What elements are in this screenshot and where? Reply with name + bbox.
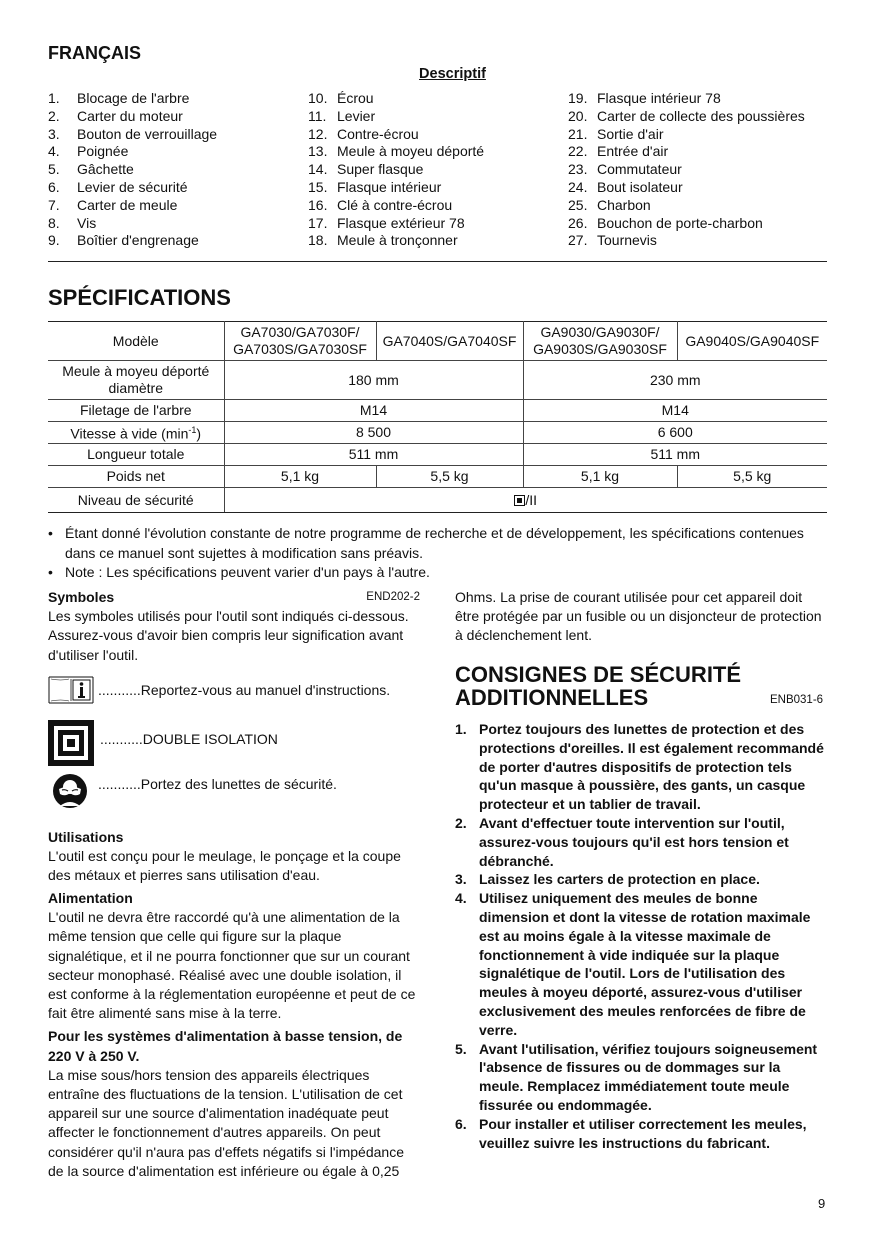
descriptif-title: Descriptif	[419, 66, 486, 82]
item-number: 13.	[308, 143, 328, 160]
safety-level-label: Niveau de sécurité	[48, 488, 224, 513]
symbol-row-glasses	[48, 772, 337, 810]
safety-title	[455, 663, 741, 709]
list-item	[48, 90, 217, 108]
item-text: Clé à contre-écrou	[337, 196, 453, 213]
table-row	[48, 400, 827, 422]
list-item	[48, 215, 217, 233]
safety-code: ENB031-6	[770, 694, 824, 706]
safety-level-text: /II	[525, 491, 538, 508]
list-item	[455, 889, 827, 1039]
item-number: 11.	[308, 107, 327, 124]
length-a: 511 mm	[224, 444, 523, 466]
item-number: 6.	[455, 1115, 467, 1132]
thread-b: M14	[523, 400, 827, 422]
model-label: Modèle	[48, 322, 224, 361]
item-number: 2.	[48, 107, 60, 124]
speed-label-sup: -1	[188, 425, 197, 436]
thread-label: Filetage de l'arbre	[48, 400, 224, 422]
specifications-table	[48, 321, 827, 513]
length-label: Longueur totale	[48, 444, 224, 466]
item-number: 16.	[308, 196, 328, 213]
item-number: 14.	[308, 161, 328, 178]
item-number: 17.	[308, 214, 328, 231]
descriptif-column-2	[308, 90, 484, 250]
list-item	[48, 161, 217, 179]
safety-level-value	[224, 488, 827, 513]
model-3: GA9030/GA9030F/ GA9030S/GA9030SF	[523, 322, 677, 361]
item-text: Avant l'utilisation, vérifiez toujours soigneusement l'absence de fissures ou de dommages sur la meule. Remplacez immédiatement toute meule fissurée ou endommagée.	[479, 1040, 818, 1113]
symbol-row-double-insulation	[48, 720, 278, 766]
double-insulation-icon	[514, 495, 525, 506]
item-number: 5.	[48, 161, 60, 178]
list-item	[568, 143, 805, 161]
list-item	[48, 197, 217, 215]
usage-section	[48, 828, 420, 886]
item-text: Gâchette	[77, 161, 134, 178]
weight-2: 5,5 kg	[376, 466, 523, 488]
list-item: • Étant donné l'évolution constante de notre programme de recherche et de développement, les spécifications contenues dans ce manuel sont sujettes à modification sans préavis.	[48, 524, 827, 563]
list-item	[48, 179, 217, 197]
safety-title-line-2: ADDITIONNELLES	[455, 685, 649, 710]
descriptif-column-3	[568, 90, 805, 250]
model-4: GA9040S/GA9040SF	[677, 322, 827, 361]
read-manual-icon	[48, 676, 94, 704]
item-text: Flasque extérieur 78	[337, 214, 465, 231]
item-text: Vis	[77, 214, 97, 231]
item-number: 10.	[308, 90, 328, 106]
item-number: 15.	[308, 178, 328, 195]
symbols-code: END202-2	[366, 591, 420, 603]
language-heading: FRANÇAIS	[48, 43, 141, 63]
item-number: 25.	[568, 196, 588, 213]
item-text: Utilisez uniquement des meules de bonne dimension et dont la vitesse de rotation maximale est au moins égale à la vitesse maximale de fonctionnement à vide indiquée sur la plaque signalétique de l'outil. Lors de l'utilisation des meules à moyeu déporté, assurez-vous d'utiliser exclusivement des meules renforcées de fibre de verre.	[479, 890, 811, 1038]
item-text: Bout isolateur	[597, 178, 683, 195]
list-item	[48, 126, 217, 144]
list-item	[455, 720, 827, 814]
speed-label-text: Vitesse à vide (min	[70, 425, 189, 442]
table-row	[48, 488, 827, 513]
item-text: Super flasque	[337, 161, 424, 178]
list-item	[308, 232, 484, 250]
list-item	[48, 143, 217, 161]
speed-label-close: )	[196, 425, 202, 442]
symbols-intro: Les symboles utilisés pour l'outil sont indiqués ci-dessous. Assurez-vous d'avoir bien compris leur signification avant d'utiliser l'outil.	[48, 608, 409, 663]
item-text: Bouchon de porte-charbon	[597, 214, 763, 231]
item-text: Pour installer et utiliser correctement les meules, veuillez suivre les instructions du fabricant.	[479, 1115, 807, 1151]
wheel-diameter-label: Meule à moyeu déporté diamètre	[48, 361, 224, 400]
speed-label	[48, 422, 224, 444]
safety-glasses-icon	[48, 772, 90, 810]
item-text: Avant d'effectuer toute intervention sur l'outil, assurez-vous toujours qu'il est hors tension et débranché.	[479, 814, 789, 869]
list-item	[308, 143, 484, 161]
item-text: Laissez les carters de protection en place.	[479, 871, 760, 888]
power-text: L'outil ne devra être raccordé qu'à une alimentation de la même tension que celle qui figure sur la plaque signalétique, et il ne pourra fonctionner que sur un courant secteur monophasé. Réalisé avec une double isolation, il est conforme à la réglementation européenne et peut de ce fait être alimenté sans mise à la terre.	[48, 909, 416, 1022]
item-number: 1.	[48, 90, 60, 106]
wheel-diameter-a: 180 mm	[224, 361, 523, 400]
table-row	[48, 444, 827, 466]
list-item	[568, 197, 805, 215]
symbols-section	[48, 588, 420, 665]
speed-b: 6 600	[523, 422, 827, 444]
list-item	[308, 108, 484, 126]
item-number: 24.	[568, 178, 588, 195]
list-item	[568, 161, 805, 179]
item-text: Tournevis	[597, 232, 657, 249]
wheel-diameter-b: 230 mm	[523, 361, 827, 400]
table-row	[48, 361, 827, 400]
item-number: 8.	[48, 214, 60, 231]
double-insulation-icon	[48, 720, 94, 766]
item-number: 19.	[568, 90, 588, 106]
item-text: Sortie d'air	[597, 125, 664, 142]
item-text: Bouton de verrouillage	[77, 125, 218, 142]
list-item	[568, 126, 805, 144]
list-item	[308, 215, 484, 233]
item-text: Levier de sécurité	[77, 178, 188, 195]
length-b: 511 mm	[523, 444, 827, 466]
page-number: 9	[818, 1196, 826, 1211]
item-number: 21.	[568, 125, 588, 142]
list-item: • Note : Les spécifications peuvent varier d'un pays à l'autre.	[48, 563, 827, 583]
list-item	[568, 215, 805, 233]
table-row	[48, 466, 827, 488]
item-number: 3.	[455, 871, 467, 888]
weight-1: 5,1 kg	[224, 466, 376, 488]
item-number: 12.	[308, 125, 328, 142]
list-item	[48, 108, 217, 126]
item-text: Carter du moteur	[77, 107, 183, 124]
symbols-title: Symboles	[48, 589, 115, 605]
list-item	[455, 870, 827, 889]
list-item	[455, 814, 827, 870]
item-number: 20.	[568, 107, 588, 124]
item-text: Contre-écrou	[337, 125, 419, 142]
item-number: 18.	[308, 232, 328, 249]
list-item	[455, 1115, 827, 1153]
symbol-manual-text: ...........Reportez-vous au manuel d'instructions.	[98, 682, 391, 698]
low-voltage-title: Pour les systèmes d'alimentation à basse tension, de 220 V à 250 V.	[48, 1028, 403, 1064]
item-number: 9.	[48, 232, 60, 249]
symbol-row-manual	[48, 676, 390, 704]
list-item	[308, 197, 484, 215]
item-text: Écrou	[337, 90, 374, 106]
item-text: Flasque intérieur	[337, 178, 442, 195]
table-row	[48, 422, 827, 444]
item-text: Meule à moyeu déporté	[337, 143, 485, 160]
weight-4: 5,5 kg	[677, 466, 827, 488]
item-text: Charbon	[597, 196, 651, 213]
list-item	[308, 90, 484, 108]
item-text: Carter de meule	[77, 196, 178, 213]
item-text: Levier	[337, 107, 376, 124]
item-text: Flasque intérieur 78	[597, 90, 721, 106]
list-item	[568, 90, 805, 108]
item-text: Poignée	[77, 143, 129, 160]
weight-3: 5,1 kg	[523, 466, 677, 488]
speed-a: 8 500	[224, 422, 523, 444]
table-row	[48, 322, 827, 361]
item-number: 6.	[48, 178, 60, 195]
item-number: 5.	[455, 1040, 467, 1057]
power-section	[48, 889, 420, 1181]
descriptif-column-1	[48, 90, 217, 250]
item-number: 26.	[568, 214, 588, 231]
thread-a: M14	[224, 400, 523, 422]
list-item	[308, 126, 484, 144]
list-item	[308, 161, 484, 179]
power-title: Alimentation	[48, 890, 133, 906]
usage-text: L'outil est conçu pour le meulage, le ponçage et la coupe des métaux et pierres sans utilisation d'eau.	[48, 848, 401, 884]
item-text: Blocage de l'arbre	[77, 90, 190, 106]
spec-notes	[48, 524, 827, 583]
safety-list	[455, 720, 827, 1152]
safety-title-line-1: CONSIGNES DE SÉCURITÉ	[455, 662, 742, 687]
symbol-double-insulation-text: ...........DOUBLE ISOLATION	[100, 730, 278, 747]
item-number: 4.	[455, 890, 467, 907]
item-number: 7.	[48, 196, 60, 213]
item-number: 23.	[568, 161, 588, 178]
item-text: Boîtier d'engrenage	[77, 232, 199, 249]
symbol-glasses-text: ...........Portez des lunettes de sécurité.	[98, 776, 337, 792]
item-text: Meule à tronçonner	[337, 232, 458, 249]
note-text: Note : Les spécifications peuvent varier d'un pays à l'autre.	[65, 564, 430, 580]
list-item	[568, 108, 805, 126]
item-text: Commutateur	[597, 161, 682, 178]
list-item	[48, 232, 217, 250]
item-text: Portez toujours des lunettes de protection et des protections d'oreilles. Il est également recommandé de porter d'autres dispositifs de protection tels qu'un masque à poussière, des gants, un casque protecteur et un tablier de travail.	[479, 721, 824, 813]
model-1: GA7030/GA7030F/ GA7030S/GA7030SF	[224, 322, 376, 361]
low-voltage-continued: Ohms. La prise de courant utilisée pour cet appareil doit être protégée par un fusible ou un disjoncteur de protection à déclenchement lent.	[455, 589, 822, 644]
item-number: 1.	[455, 721, 467, 737]
specifications-title: SPÉCIFICATIONS	[48, 285, 231, 310]
list-item	[455, 1040, 827, 1115]
item-number: 4.	[48, 143, 60, 160]
note-text: Étant donné l'évolution constante de notre programme de recherche et de développement, les spécifications contenues dans ce manuel sont sujettes à modification sans préavis.	[65, 525, 804, 561]
low-voltage-text: La mise sous/hors tension des appareils électriques entraîne des fluctuations de la tension. L'utilisation de cet appareil sur une source d'alimentation inadéquate peut affecter le fonctionnement d'autres appareils. On peut considérer qu'il n'aura pas d'effets négatifs si l'impédance de la source d'alimentation est inférieure ou égale à 0,25	[48, 1066, 404, 1179]
section-divider	[48, 261, 827, 262]
weight-label: Poids net	[48, 466, 224, 488]
list-item	[308, 179, 484, 197]
list-item	[568, 232, 805, 250]
item-number: 22.	[568, 143, 588, 160]
item-text: Entrée d'air	[597, 143, 669, 160]
model-2: GA7040S/GA7040SF	[376, 322, 523, 361]
item-number: 27.	[568, 232, 588, 249]
usage-title: Utilisations	[48, 829, 124, 845]
list-item	[568, 179, 805, 197]
item-number: 2.	[455, 814, 467, 831]
item-text: Carter de collecte des poussières	[597, 107, 805, 124]
item-number: 3.	[48, 125, 60, 142]
